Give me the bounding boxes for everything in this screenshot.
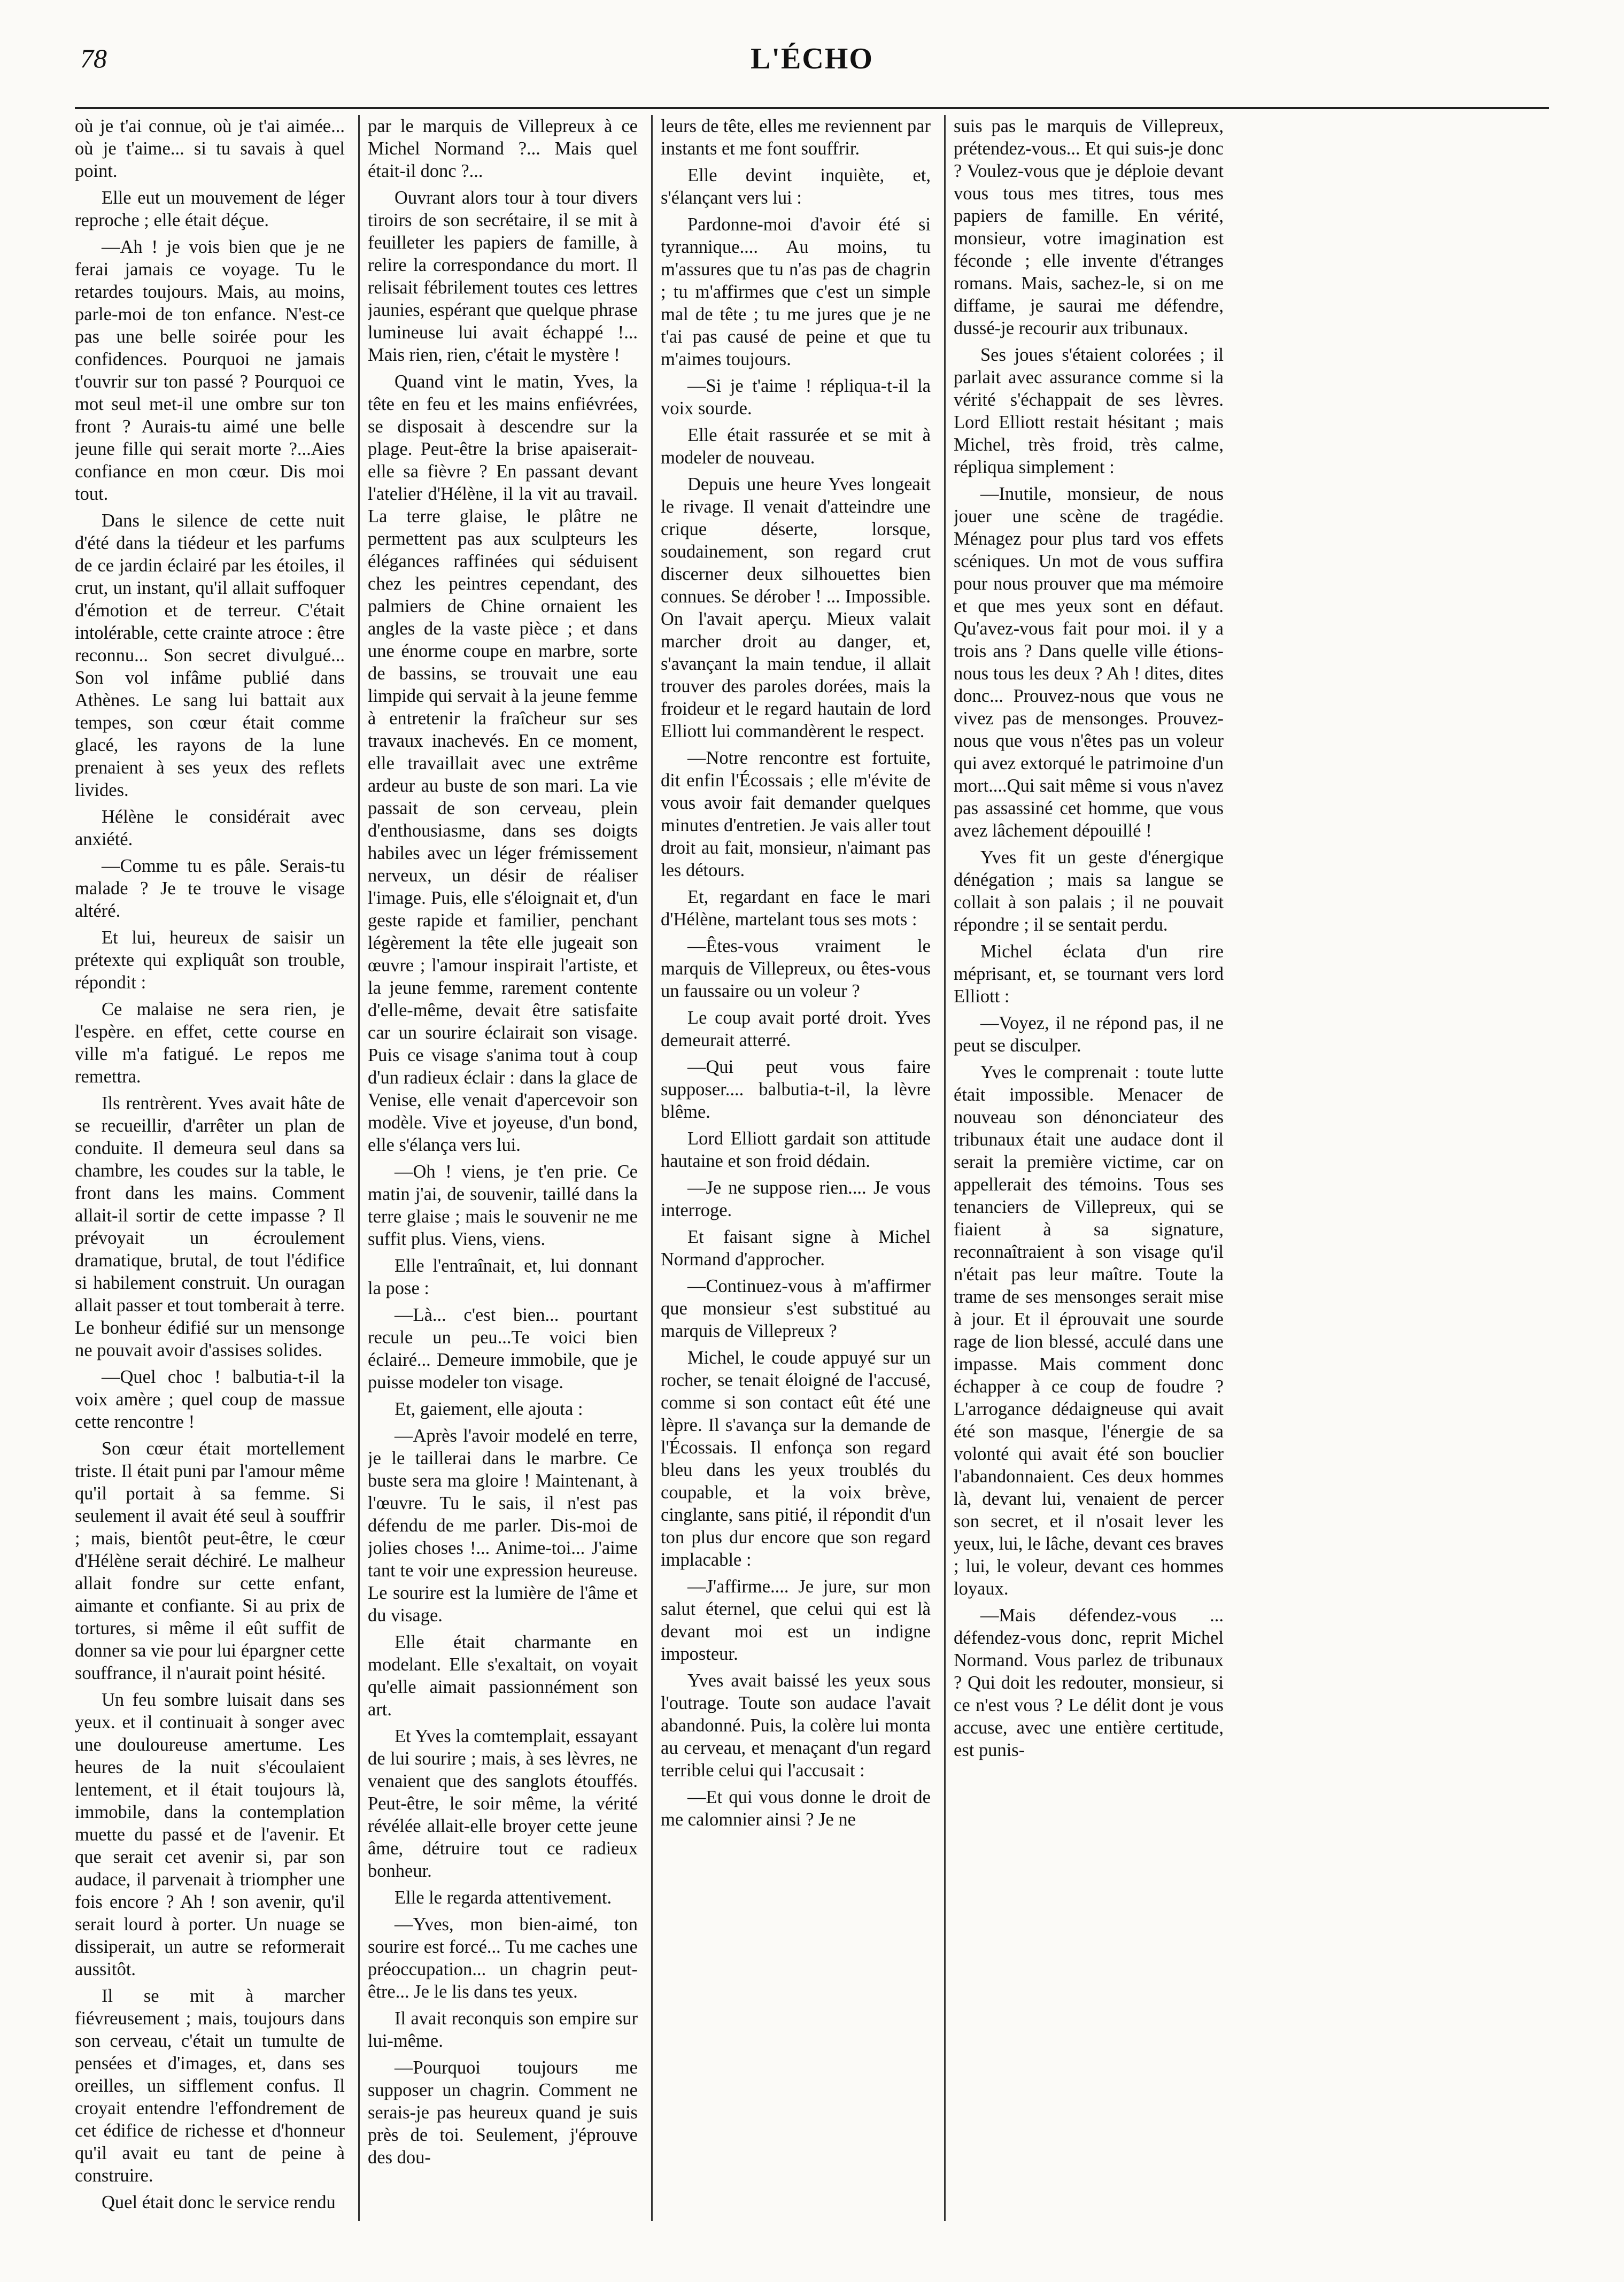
- paragraph: —Qui peut vous faire supposer.... balbutia-t-il, la lèvre blême.: [661, 1057, 931, 1122]
- paragraph: Lord Elliott gardait son attitude hautaine et son froid dédain.: [661, 1128, 931, 1171]
- paragraph: Ouvrant alors tour à tour divers tiroirs de son secrétaire, il se mit à feuilleter les papiers de famille, à relire la correspondance du mort. Il relisait fébrilement toutes ces lettres jaunies, espérant que quelque phrase lumineuse lui avait échappé !... Mais rien, rien, c'était le mystère !: [368, 188, 638, 365]
- paragraph: —Voyez, il ne répond pas, il ne peut se disculper.: [954, 1013, 1224, 1056]
- paragraph: par le marquis de Villepreux à ce Michel Normand ?... Mais quel était-il donc ?...: [368, 116, 638, 181]
- paragraph: suis pas le marquis de Villepreux, prétendez-vous... Et qui suis-je donc ? Voulez-vous que je déploie devant vous tous mes titres, tous mes papiers de famille. En vérité, monsieur, votre imagination est féconde ; elle invente d'étranges romans. Mais, sachez-le, si on me diffame, je saurai me défendre, dussé-je recourir aux tribunaux.: [954, 116, 1224, 338]
- paragraph: —Ah ! je vois bien que je ne ferai jamais ce voyage. Tu le retardes toujours. Mais, au moins, parle-moi de ton enfance. N'est-ce pas une belle soirée pour les confidences. Pourquoi ne jamais t'ouvrir sur ton passé ? Pourquoi ce mot seul met-il une ombre sur ton front ? Aurais-tu aimé une belle jeune fille qui serait morte ?...Aies confiance en mon cœur. Dis moi tout.: [75, 237, 345, 504]
- page-header: [75, 32, 1549, 91]
- paragraph: Michel, le coude appuyé sur un rocher, se tenait éloigné de l'accusé, comme si son contact eût été une lèpre. Il s'avança sur la demande de l'Écossais. Il enfonça son regard bleu dans les yeux troublés du coupable, et la voix brève, cinglante, sans pitié, il répondit d'un ton plus dur encore que son regard implacable :: [661, 1348, 931, 1570]
- paragraph: —J'affirme.... Je jure, sur mon salut éternel, que celui qui est là devant moi est un indigne imposteur.: [661, 1576, 931, 1664]
- paragraph: —Pourquoi toujours me supposer un chagrin. Comment ne serais-je pas heureux quand je suis près de toi. Seulement, j'éprouve des dou-: [368, 2057, 638, 2168]
- column-4: [954, 115, 1224, 2221]
- paragraph: —Je ne suppose rien.... Je vous interroge.: [661, 1178, 931, 1220]
- paragraph: Michel éclata d'un rire méprisant, et, se tournant vers lord Elliott :: [954, 941, 1224, 1007]
- paragraph: Et lui, heureux de saisir un prétexte qui expliquât son trouble, répondit :: [75, 927, 345, 993]
- paragraph: leurs de tête, elles me reviennent par instants et me font souffrir.: [661, 116, 931, 159]
- paragraph: —Après l'avoir modelé en terre, je le taillerai dans le marbre. Ce buste sera ma gloire ! Maintenant, à l'œuvre. Tu le sais, il n'est pas défendu de me parler. Dis-moi de jolies choses !... Anime-toi... J'aime tant te voir une expression heureuse. Le sourire est la lumière de l'âme et du visage.: [368, 1426, 638, 1626]
- paragraph: Elle était rassurée et se mit à modeler de nouveau.: [661, 425, 931, 468]
- paragraph: —Si je t'aime ! répliqua-t-il la voix sourde.: [661, 376, 931, 419]
- paragraph: —Continuez-vous à m'affirmer que monsieur s'est substitué au marquis de Villepreux ?: [661, 1276, 931, 1341]
- paragraph: —Mais défendez-vous ... défendez-vous donc, reprit Michel Normand. Vous parlez de tribunaux ? Qui doit les redouter, monsieur, si ce n'est vous ? Le délit dont je vous accuse, avec une entière certitude, est punis-: [954, 1605, 1224, 1760]
- paragraph: Hélène le considérait avec anxiété.: [75, 807, 345, 849]
- paragraph: Elle l'entraînait, et, lui donnant la pose :: [368, 1256, 638, 1298]
- page-number: 78: [80, 43, 107, 73]
- paragraph: Ses joues s'étaient colorées ; il parlait avec assurance comme si la vérité s'échappait de ses lèvres. Lord Elliott restait hésitant ; mais Michel, très froid, très calme, répliqua simplement :: [954, 345, 1224, 477]
- journal-title: L'ÉCHO: [751, 42, 873, 75]
- paragraph: Yves fit un geste d'énergique dénégation ; mais sa langue se collait à son palais ; il ne pouvait répondre ; il se sentait perdu.: [954, 847, 1224, 935]
- paragraph: —Êtes-vous vraiment le marquis de Villepreux, ou êtes-vous un faussaire ou un voleur ?: [661, 936, 931, 1001]
- paragraph: —Notre rencontre est fortuite, dit enfin l'Écossais ; elle m'évite de vous avoir fait demander quelques minutes d'entretien. Je vais aller tout droit au fait, monsieur, n'aimant pas les détours.: [661, 748, 931, 880]
- paragraph: Dans le silence de cette nuit d'été dans la tiédeur et les parfums de ce jardin éclairé par les étoiles, il crut, un instant, qu'il allait suffoquer d'émotion et de terreur. C'était intolérable, cette crainte atroce : être reconnu... Son secret divulgué... Son vol infâme publié dans Athènes. Le sang lui battait aux tempes, son cœur était comme glacé, les rayons de la lune prenaient à ses yeux des reflets livides.: [75, 510, 345, 800]
- paragraph: Le coup avait porté droit. Yves demeurait atterré.: [661, 1008, 931, 1050]
- paragraph: Quand vint le matin, Yves, la tête en feu et les mains enfiévrées, se disposait à descendre sur la plage. Peut-être la brise apaiserait-elle sa fièvre ? En passant devant l'atelier d'Hélène, il la vit au travail. La terre glaise, le plâtre ne permettent pas aux sculpteurs les élégances raffinées qui séduisent chez les peintres cependant, des palmiers de Chine ornaient les angles de la vaste pièce ; et dans une énorme coupe en marbre, sorte de bassins, se trouvait une eau limpide qui servait à la jeune femme à entretenir la fraîcheur sur ses travaux inachevés. En ce moment, elle travaillait avec une extrême ardeur au buste de son mari. La vie passait de son cerveau, plein d'enthousiasme, dans ses doigts habiles avec un léger frémissement nerveux, un désir de réaliser l'image. Puis, elle s'éloignait et, d'un geste rapide et familier, penchant légèrement la tête elle jugeait son œuvre ; l'amour inspirait l'artiste, et la jeune femme, rarement contente d'elle-même, devait être satisfaite car un sourire éclairait son visage. Puis ce visage s'anima tout à coup d'un radieux éclair : dans la glace de Venise, elle venait d'apercevoir son modèle. Vive et joyeuse, d'un bond, elle s'élança vers lui.: [368, 372, 638, 1155]
- paragraph: où je t'ai connue, où je t'ai aimée... où je t'aime... si tu savais à quel point.: [75, 116, 345, 181]
- column-1: [75, 115, 345, 2221]
- paragraph: Elle devint inquiète, et, s'élançant vers lui :: [661, 165, 931, 208]
- column-separator: [944, 115, 946, 2221]
- paragraph: —Oh ! viens, je t'en prie. Ce matin j'ai, de souvenir, taillé dans la terre glaise ; mais le souvenir ne me suffit plus. Viens, viens.: [368, 1162, 638, 1249]
- column-separator: [651, 115, 653, 2221]
- paragraph: Elle le regarda attentivement.: [395, 1888, 612, 1908]
- paragraph: Yves le comprenait : toute lutte était impossible. Menacer de nouveau son dénonciateur des tribunaux était une audace dont il serait la première victime, car on appellerait des témoins. Tous ses tenanciers de Villepreux, qui se fiaient à sa signature, reconnaîtraient à son visage qu'il n'était pas leur maître. Toute la trame de ses mensonges serait mise à jour. Et il éprouvait une sourde rage de lion blessé, acculé dans une impasse. Mais comment donc échapper à ce coup de foudre ? L'arrogance dédaigneuse qui avait été son masque, l'énergie de sa volonté qui avait été son bouclier l'abandonnaient. Ces deux hommes là, devant lui, venaient de percer son secret, et il n'osait lever les yeux, lui, le lâche, devant ces braves ; lui, le voleur, devant ces hommes loyaux.: [954, 1062, 1224, 1599]
- paragraph: Depuis une heure Yves longeait le rivage. Il venait d'atteindre une crique déserte, lorsque, soudainement, son regard crut discerner deux silhouettes bien connues. Se dérober ! ... Impossible. On l'avait aperçu. Mieux valait marcher droit au danger, et, s'avançant la main tendue, il allait trouver des paroles dorées, mais la froideur et le regard hautain de lord Elliott lui commandèrent le respect.: [661, 474, 931, 741]
- column-2: [368, 115, 638, 2221]
- paragraph: —Là... c'est bien... pourtant recule un peu...Te voici bien éclairé... Demeure immobile, que je puisse modeler ton visage.: [368, 1305, 638, 1393]
- paragraph: Ils rentrèrent. Yves avait hâte de se recueillir, d'arrêter un plan de conduite. Il demeura seul dans sa chambre, les coudes sur la table, le front dans les mains. Comment allait-il sortir de cette impasse ? Il prévoyait un écroulement dramatique, brutal, de tout l'édifice si habilement construit. Un ouragan allait passer et tout tomberait à terre. Le bonheur édifié sur un mensonge ne pouvait avoir d'assises solides.: [75, 1093, 345, 1360]
- paragraph: Quel était donc le service rendu: [102, 2192, 336, 2213]
- paragraph: Elle était charmante en modelant. Elle s'exaltait, on voyait qu'elle aimait passionnément son art.: [368, 1632, 638, 1720]
- paragraph: Et Yves la comtemplait, essayant de lui sourire ; mais, à ses lèvres, ne venaient que des sanglots étouffés. Peut-être, le soir même, la vérité révélée allait-elle broyer cette jeune âme, détruire tout ce radieux bonheur.: [368, 1726, 638, 1881]
- paragraph: Un feu sombre luisait dans ses yeux. et il continuait à songer avec une douloureuse amertume. Les heures de la nuit s'écoulaient lentement, et il était toujours là, immobile, dans la contemplation muette du passé et de l'avenir. Et que serait cet avenir si, par son audace, il parvenait à triompher une fois encore ? Ah ! son avenir, qu'il serait lourd à porter. Un nuage se dissiperait, un autre se reformerait aussitôt.: [75, 1690, 345, 1979]
- paragraph: —Comme tu es pâle. Serais-tu malade ? Je te trouve le visage altéré.: [75, 856, 345, 921]
- paragraph: Il se mit à marcher fiévreusement ; mais, toujours dans son cerveau, c'était un tumulte de pensées et d'images, et, dans ses oreilles, un sifflement confus. Il croyait entendre l'effondrement de cet édifice de richesse et d'honneur qu'il avait eu tant de peine à construire.: [75, 1986, 345, 2186]
- paragraph: Pardonne-moi d'avoir été si tyrannique.... Au moins, tu m'assures que tu n'as pas de chagrin ; tu m'affirmes que c'est un simple mal de tête ; tu me jures que je ne t'ai pas causé de peine et que tu m'aimes toujours.: [661, 214, 931, 369]
- paragraph: —Inutile, monsieur, de nous jouer une scène de tragédie. Ménagez pour plus tard vos effets scéniques. Un mot de vous suffira pour nous prouver que ma mémoire et que mes yeux sont en défaut. Qu'avez-vous fait pour moi. il y a trois ans ? Dans quelle ville étions-nous tous les deux ? Ah ! dites, dites donc... Prouvez-nous que vous ne vivez pas de mensonges. Prouvez-nous que vous n'êtes pas un voleur qui avez extorqué le patrimoine d'un mort....Qui sait même si vous n'avez pas assassiné cet homme, que vous avez lâchement dépouillé !: [954, 484, 1224, 841]
- paragraph: Yves avait baissé les yeux sous l'outrage. Toute son audace l'avait abandonné. Puis, la colère lui monta au cerveau, et menaçant d'un regard terrible celui qui l'accusait :: [661, 1670, 931, 1781]
- paragraph: Elle eut un mouvement de léger reproche ; elle était déçue.: [75, 188, 345, 230]
- paragraph: Et faisant signe à Michel Normand d'approcher.: [661, 1227, 931, 1270]
- paragraph: —Et qui vous donne le droit de me calomnier ainsi ? Je ne: [661, 1787, 931, 1830]
- column-separator: [358, 115, 360, 2221]
- header-rule: [75, 107, 1549, 109]
- paragraph: Et, gaiement, elle ajouta :: [395, 1399, 583, 1419]
- column-3: [661, 115, 931, 2221]
- paragraph: Ce malaise ne sera rien, je l'espère. en effet, cette course en ville m'a fatigué. Le repos me remettra.: [75, 999, 345, 1087]
- paragraph: Et, regardant en face le mari d'Hélène, martelant tous ses mots :: [661, 887, 931, 930]
- paragraph: Il avait reconquis son empire sur lui-même.: [368, 2008, 638, 2051]
- text-columns: [75, 115, 1224, 2221]
- paragraph: —Yves, mon bien-aimé, ton sourire est forcé... Tu me caches une préoccupation... un chagrin peut-être... Je le lis dans tes yeux.: [368, 1914, 638, 2002]
- paragraph: —Quel choc ! balbutia-t-il la voix amère ; quel coup de massue cette rencontre !: [75, 1367, 345, 1432]
- paragraph: Son cœur était mortellement triste. Il était puni par l'amour même qu'il portait à sa femme. Si seulement il avait été seul à souffrir ; mais, bientôt peut-être, le cœur d'Hélène serait déchiré. Le malheur allait fondre sur cette enfant, aimante et confiante. Si au prix de tortures, si même il eût suffit de donner sa vie pour lui épargner cette souffrance, il n'aurait point hésité.: [75, 1438, 345, 1683]
